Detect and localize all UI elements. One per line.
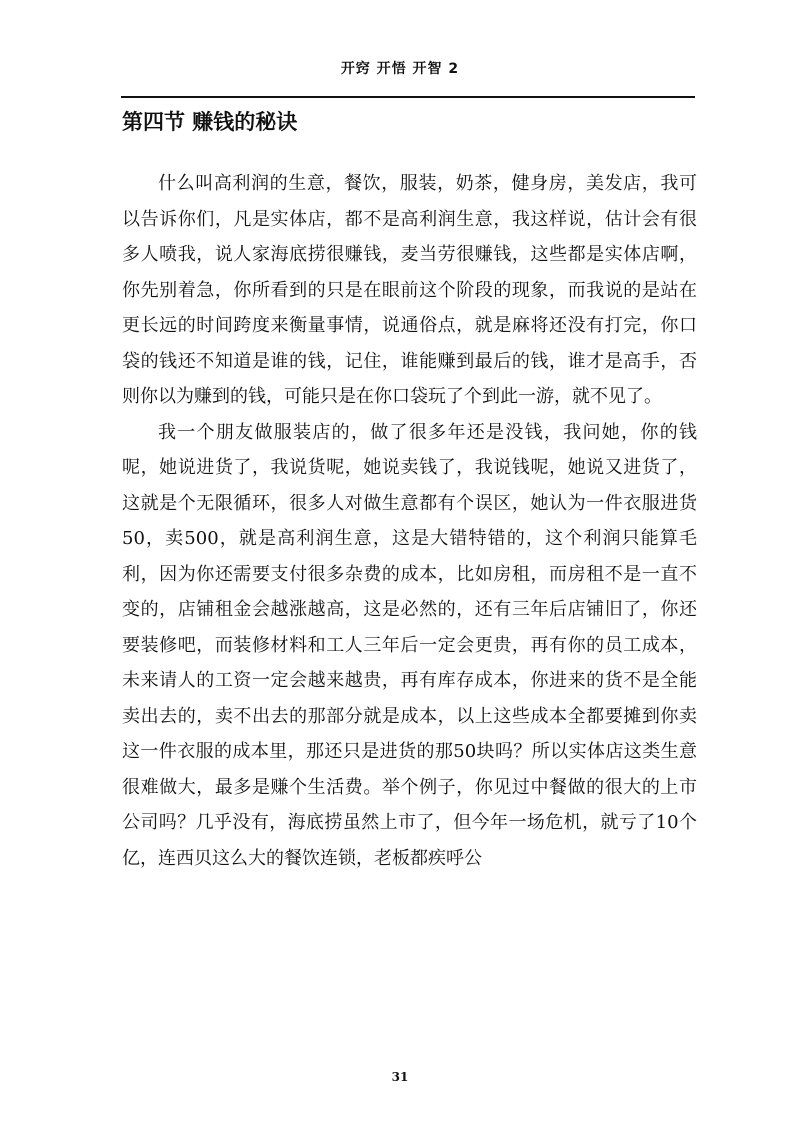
paragraph-2: 我一个朋友做服装店的，做了很多年还是没钱，我问她，你的钱呢，她说进货了，我说货呢，她说卖钱了，我说钱呢，她说又进货了，这就是个无限循环，很多人对做生意都有个误区，她认为一件衣服进货50，卖500，就是高利润生意，这是大错特错的，这个利润只能算毛利，因为你还需要支付很多杂费的成本，比如房租，而房租不是一直不变的，店铺租金会越涨越高，这是必然的，还有三年后店铺旧了，你还要装修吧，而装修材料和工人三年后一定会更贵，再有你的员工成本，未来请人的工资一定会越来越贵，再有库存成本，你进来的货不是全能卖出去的，卖不出去的那部分就是成本，以上这些成本全都要摊到你卖这一件衣服的成本里，那还只是进货的那50块吗？所以实体店这类生意很难做大，最多是赚个生活费。举个例子，你见过中餐做的很大的上市公司吗？几乎没有，海底捞虽然上市了，但今年一场危机，就亏了10个亿，连西贝这么大的餐饮连锁，老板都疾呼公: [122, 421, 697, 869]
running-header: 开窍 开悟 开智 2: [340, 61, 460, 77]
paragraph-1: 什么叫高利润的生意，餐饮，服装，奶茶，健身房，美发店，我可以告诉你们，凡是实体店，都不是高利润生意，我这样说，估计会有很多人喷我，说人家海底捞很赚钱，麦当劳很赚钱，这些都是实体店啊，你先别着急，你所看到的只是在眼前这个阶段的现象，而我说的是站在更长远的时间跨度来衡量事情，说通俗点，就是麻将还没有打完，你口袋的钱还不知道是谁的钱，记住，谁能赚到最后的钱，谁才是高手，否则你以为赚到的钱，可能只是在你口袋玩了个到此一游，就不见了。: [122, 173, 697, 407]
page-number: 31: [391, 1070, 409, 1084]
section-title: 第四节 赚钱的秘诀: [122, 110, 298, 134]
body-text: [122, 166, 697, 876]
header-divider: [121, 96, 695, 98]
